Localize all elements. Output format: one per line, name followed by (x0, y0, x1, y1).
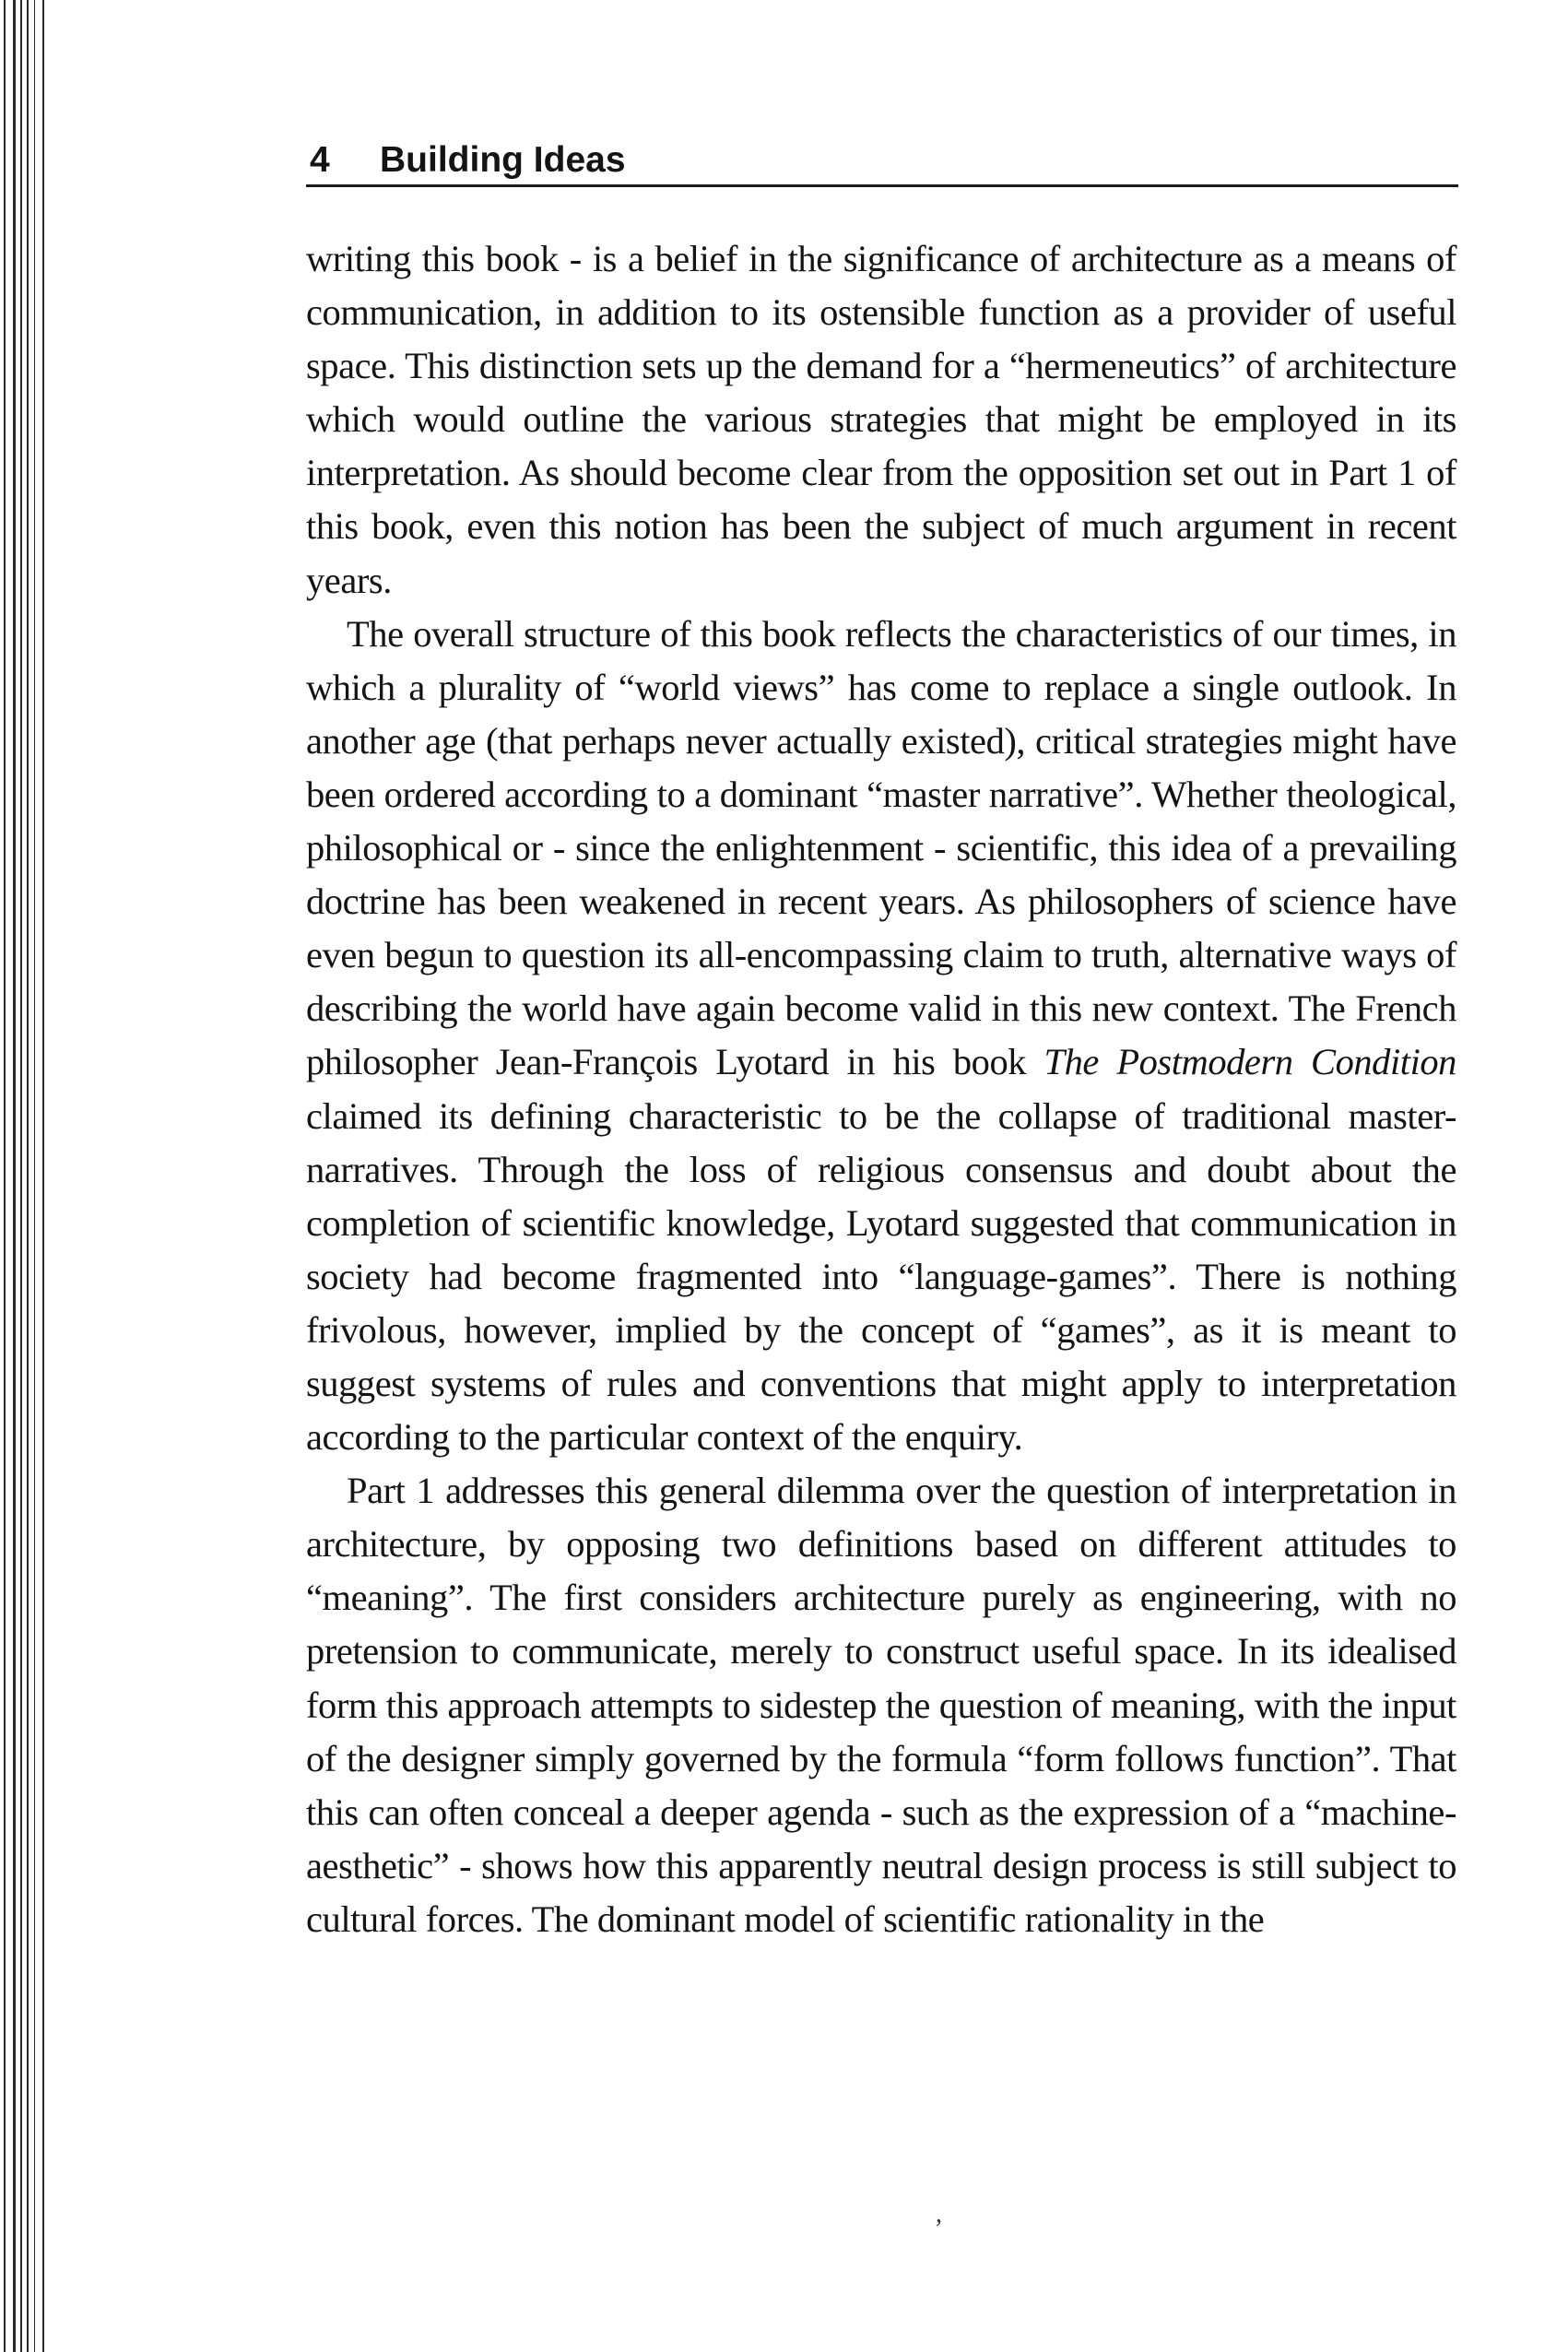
paragraph-overall-structure (306, 608, 1456, 1465)
running-title: Building Ideas (380, 140, 626, 180)
paragraph-text-start: The overall structure of this book reflects the characteristics of our times, in which a plurality of “world views” has come to replace a single outlook. In another age (that perhaps never actually existed), critical strategies might have been ordered according to a dominant “master narrative”. Whether theological, philosophical or - since the enlightenment - scientific, this idea of a prevailing doctrine has been weakened in recent years. As philosophers of science have even begun to question its all-encompassing claim to truth, alternative ways of describing the world have again become valid in this new context. The French philosopher Jean-François Lyotard in his book (306, 612, 1456, 1083)
running-header (306, 136, 1458, 187)
body-text (306, 232, 1456, 1946)
paragraph-part-one: Part 1 addresses this general dilemma over the question of interpretation in architecture, by opposing two definitions based on different attitudes to “meaning”. The first considers architecture purely as engineering, with no pretension to communicate, merely to construct useful space. In its idealised form this approach attempts to sidestep the question of meaning, with the input of the designer simply governed by the formula “form follows function”. That this can often conceal a deeper agenda - such as the expression of a “machine-aesthetic” - shows how this apparently neutral design process is still subject to cultural forces. The dominant model of scientific rationality in the (306, 1470, 1456, 1940)
paragraph-text-end: claimed its defining characteristic to be the collapse of traditional master-narratives. Through the loss of religious consensus and doubt about the completion of scientific knowledge, Lyotard suggested that communication in society had become fragmented into “language-games”. There is nothing frivolous, however, implied by the concept of “games”, as it is meant to suggest systems of rules and conventions that might apply to interpretation according to the particular context of the enquiry. (306, 1094, 1456, 1459)
paragraph-continued: writing this book - is a belief in the significance of architecture as a means of communication, in addition to its ostensible function as a provider of useful space. This distinction sets up the demand for a “hermeneutics” of architecture which would outline the various strategies that might be employed in its interpretation. As should become clear from the opposition set out in Part 1 of this book, even this notion has been the subject of much argument in recent years. (306, 238, 1456, 601)
book-title: The Postmodern Condition (1043, 1041, 1456, 1083)
scan-speck: , (936, 2200, 942, 2228)
scan-gutter (0, 0, 59, 2352)
page-number: 4 (310, 140, 330, 180)
